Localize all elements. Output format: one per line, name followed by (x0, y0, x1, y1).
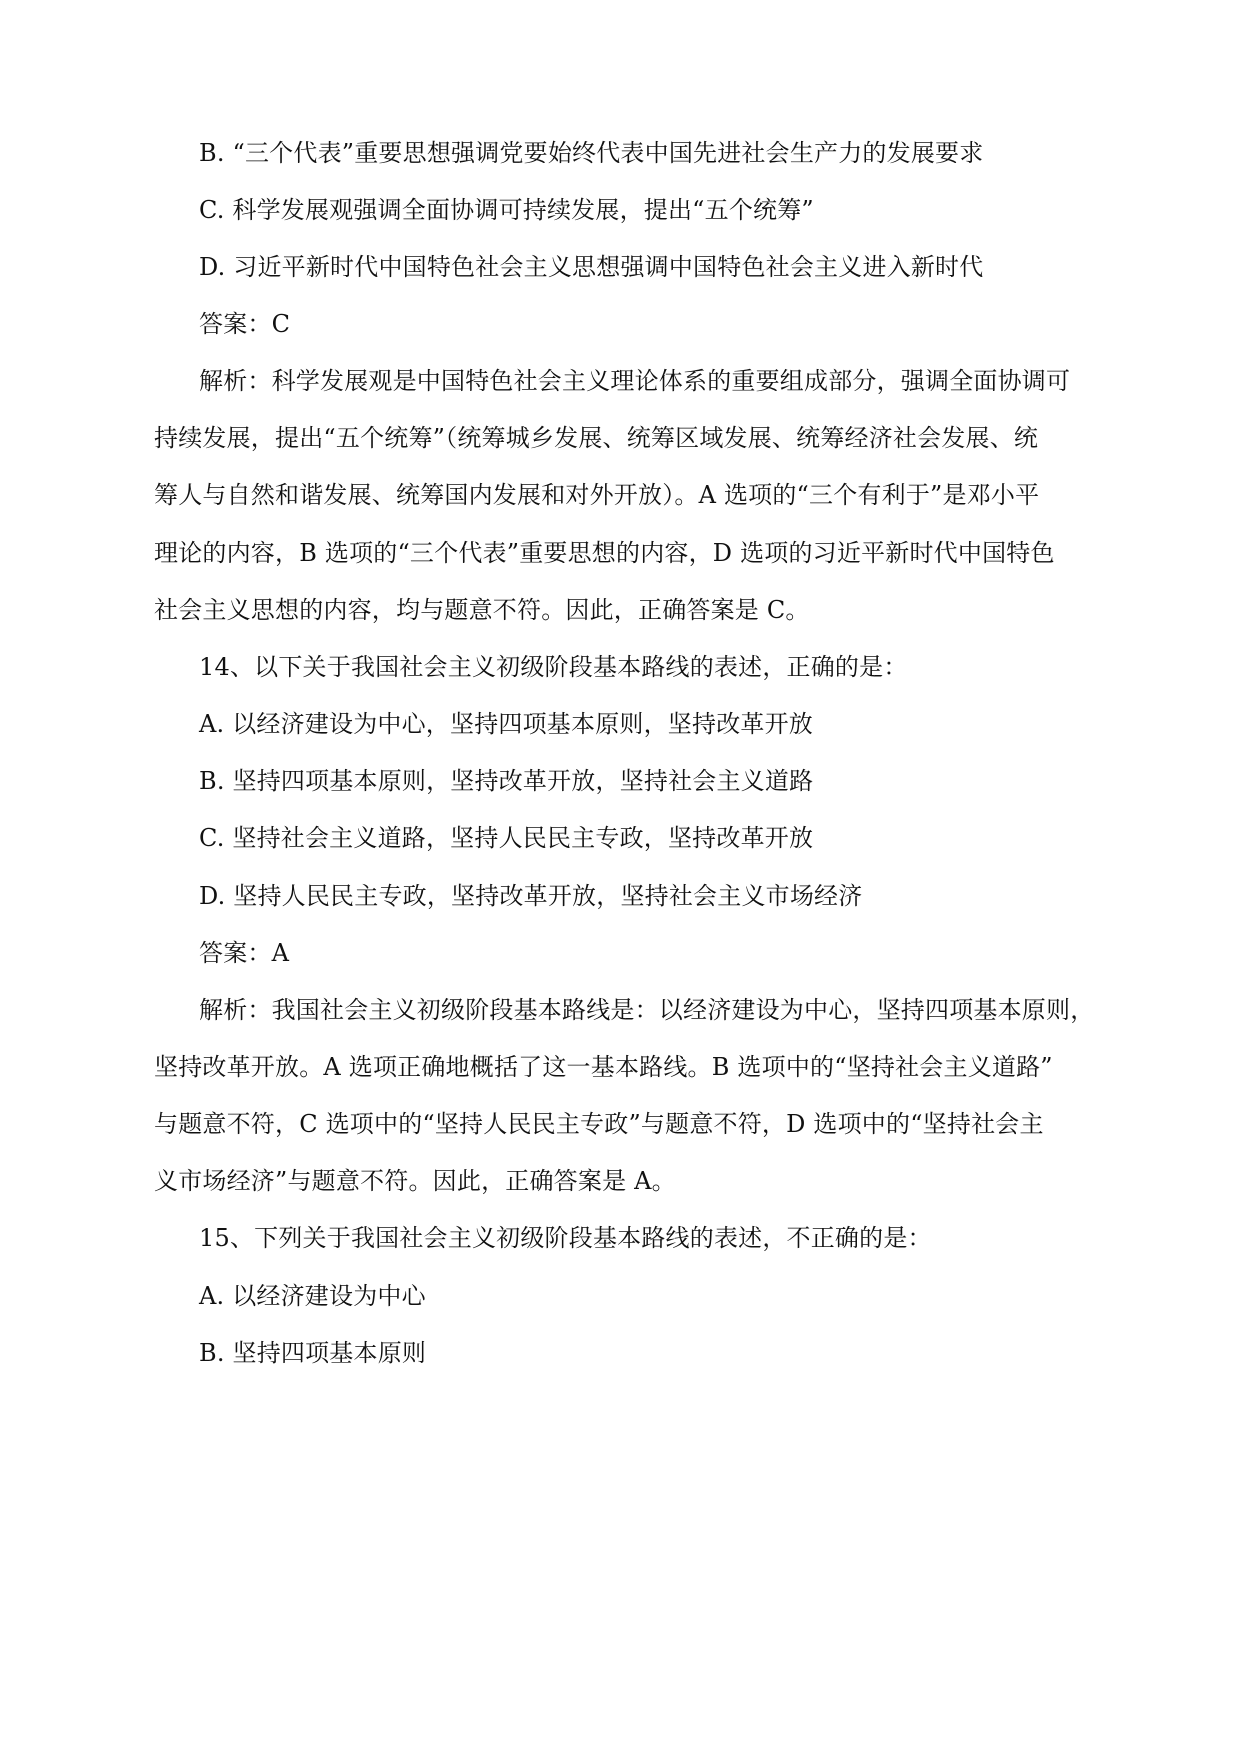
q15-stem: 15、下列关于我国社会主义初级阶段基本路线的表述，不正确的是： (199, 1224, 932, 1252)
q14-analysis-line: 解析：我国社会主义初级阶段基本路线是：以经济建设为中心，坚持四项基本原则， (199, 996, 1095, 1024)
q14-option-a: A. 以经济建设为中心，坚持四项基本原则，坚持改革开放 (199, 710, 813, 738)
q14-analysis-line: 与题意不符，C 选项中的“坚持人民民主专政”与题意不符，D 选项中的“坚持社会主 (154, 1110, 1044, 1138)
q15-option-b: B. 坚持四项基本原则 (199, 1339, 427, 1367)
q13-analysis-line: 社会主义思想的内容，均与题意不符。因此，正确答案是 C。 (154, 596, 810, 624)
q13-option-c: C. 科学发展观强调全面协调可持续发展，提出“五个统筹” (199, 196, 814, 224)
q14-analysis-line: 义市场经济”与题意不符。因此，正确答案是 A。 (154, 1167, 676, 1195)
q13-analysis-line: 持续发展，提出“五个统筹”（统筹城乡发展、统筹区域发展、统筹经济社会发展、统 (154, 424, 1039, 452)
q14-answer: 答案：A (199, 939, 290, 967)
q14-option-d: D. 坚持人民民主专政，坚持改革开放，坚持社会主义市场经济 (199, 882, 863, 910)
q13-option-b: B. “三个代表”重要思想强调党要始终代表中国先进社会生产力的发展要求 (199, 139, 984, 167)
q13-analysis-line: 筹人与自然和谐发展、统筹国内发展和对外开放）。A 选项的“三个有利于”是邓小平 (154, 481, 1040, 509)
q13-analysis-line: 解析：科学发展观是中国特色社会主义理论体系的重要组成部分，强调全面协调可 (199, 367, 1071, 395)
q14-option-b: B. 坚持四项基本原则，坚持改革开放，坚持社会主义道路 (199, 767, 814, 795)
q13-analysis-line: 理论的内容，B 选项的“三个代表”重要思想的内容，D 选项的习近平新时代中国特色 (154, 539, 1055, 567)
q15-option-a: A. 以经济建设为中心 (199, 1282, 426, 1310)
q14-option-c: C. 坚持社会主义道路，坚持人民民主专政，坚持改革开放 (199, 824, 814, 852)
q14-stem: 14、以下关于我国社会主义初级阶段基本路线的表述，正确的是： (199, 653, 908, 681)
q13-answer: 答案：C (199, 310, 291, 338)
q14-analysis-line: 坚持改革开放。A 选项正确地概括了这一基本路线。B 选项中的“坚持社会主义道路” (154, 1053, 1053, 1081)
q13-option-d: D. 习近平新时代中国特色社会主义思想强调中国特色社会主义进入新时代 (199, 253, 984, 281)
